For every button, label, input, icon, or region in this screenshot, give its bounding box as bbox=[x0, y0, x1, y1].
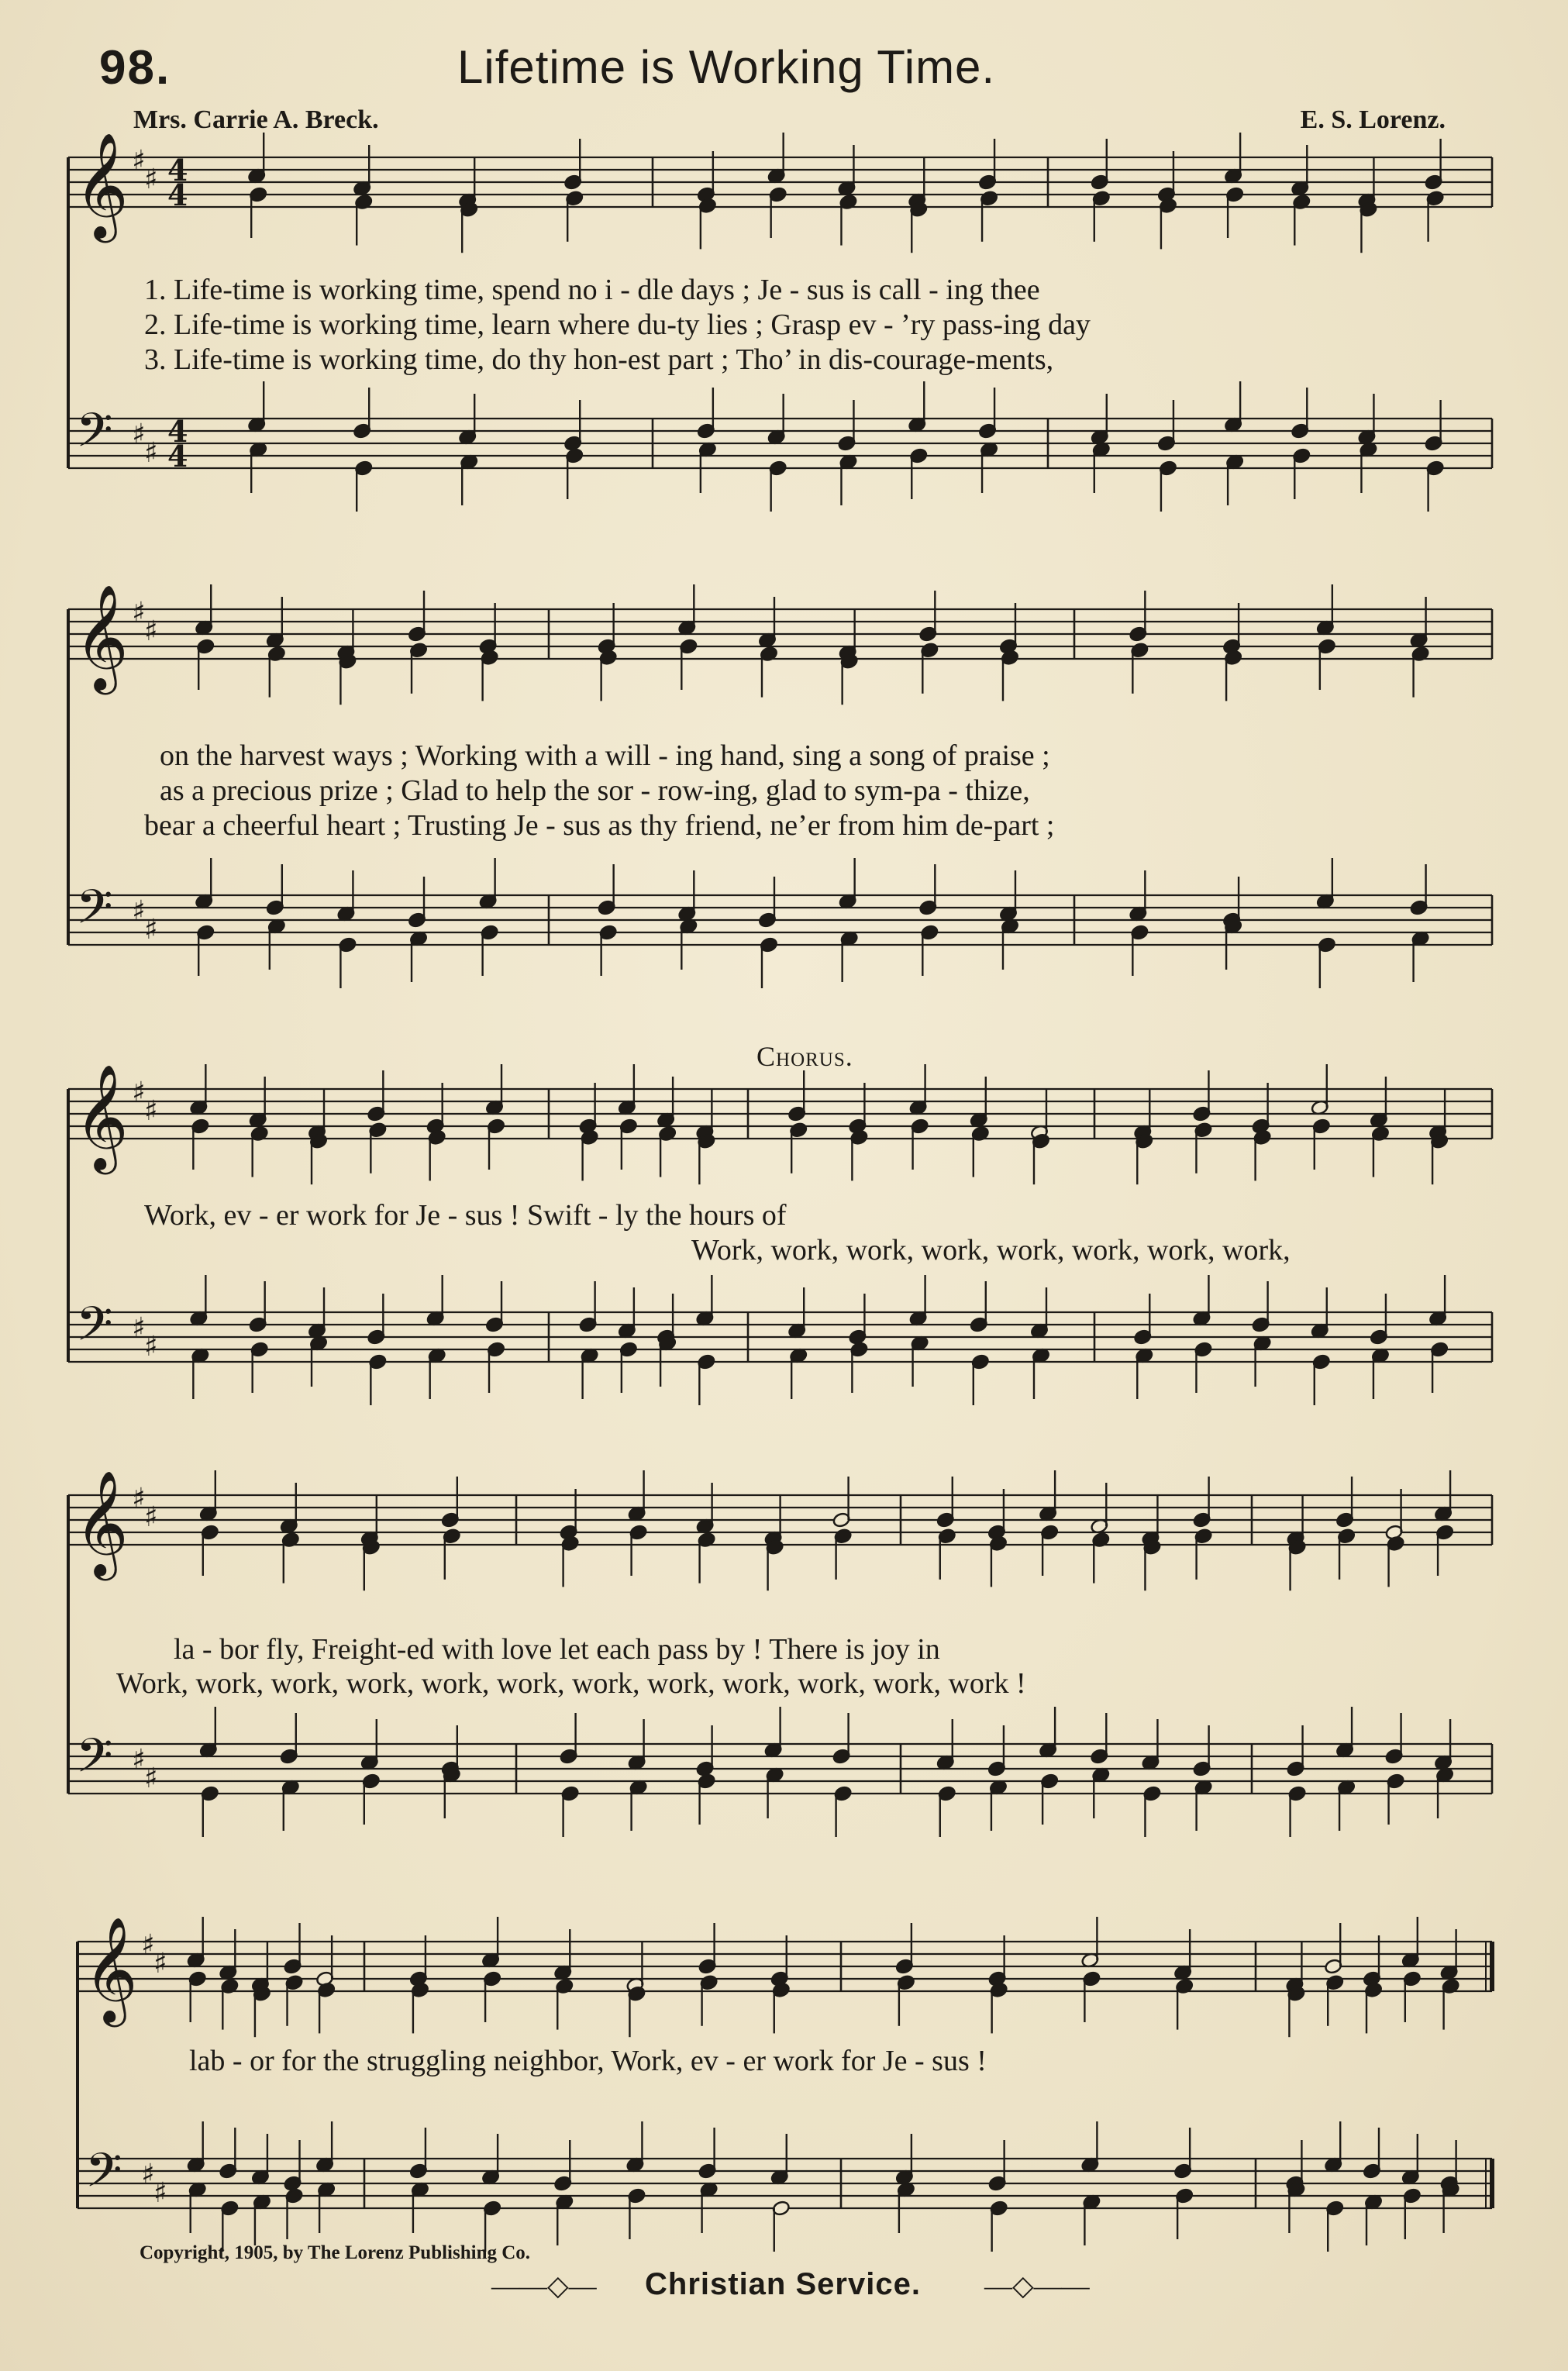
bass-clef-icon: 𝄢 bbox=[76, 1297, 113, 1363]
key-signature-sharp-icon: ♯ bbox=[132, 1483, 146, 1515]
key-signature-sharp-icon: ♯ bbox=[153, 1948, 167, 1980]
key-signature-sharp-icon: ♯ bbox=[144, 1095, 158, 1127]
verse-2-line-system-1: 2. Life-time is working time, learn where du-ty lies ; Grasp ev - ’ry pass-ing day bbox=[144, 308, 1091, 341]
key-signature-sharp-icon: ♯ bbox=[144, 914, 158, 946]
verse-1-line-system-2: on the harvest ways ; Working with a will - ing hand, sing a song of praise ; bbox=[160, 739, 1050, 772]
chorus-melody-system-4: la - bor fly, Freight-ed with love let each pass by ! There is joy in bbox=[174, 1633, 940, 1666]
treble-clef-icon: 𝄞 bbox=[74, 1469, 129, 1576]
key-signature-sharp-icon: ♯ bbox=[132, 1744, 146, 1776]
bass-clef-icon: 𝄢 bbox=[76, 880, 113, 946]
key-signature-sharp-icon: ♯ bbox=[144, 1331, 158, 1363]
bass-clef-icon: 𝄢 bbox=[76, 1728, 113, 1795]
chorus-echo-system-4: Work, work, work, work, work, work, work, work, work, work, work, work ! bbox=[116, 1667, 1026, 1700]
verse-3-line-system-2: bear a cheerful heart ; Trusting Je - sus as thy friend, ne’er from him de-part ; bbox=[144, 809, 1055, 842]
time-signature-bottom: 4 bbox=[167, 439, 188, 474]
key-signature-sharp-icon: ♯ bbox=[132, 1312, 146, 1344]
key-signature-sharp-icon: ♯ bbox=[141, 2159, 155, 2190]
ornament-right: —◇—— bbox=[984, 2270, 1090, 2301]
treble-clef-icon: 𝄞 bbox=[74, 1063, 129, 1170]
key-signature-sharp-icon: ♯ bbox=[153, 2177, 167, 2209]
time-signature-top: 4 bbox=[167, 414, 188, 449]
key-signature-sharp-icon: ♯ bbox=[132, 1077, 146, 1108]
time-signature-top: 4 bbox=[167, 153, 188, 188]
verse-3-line-system-1: 3. Life-time is working time, do thy hon-est part ; Tho’ in dis-courage-ments, bbox=[144, 343, 1054, 376]
hymn-number: 98. bbox=[99, 41, 171, 95]
key-signature-sharp-icon: ♯ bbox=[132, 597, 146, 629]
key-signature-sharp-icon: ♯ bbox=[144, 1763, 158, 1794]
key-signature-sharp-icon: ♯ bbox=[132, 895, 146, 927]
treble-clef-icon: 𝄞 bbox=[74, 583, 129, 690]
key-signature-sharp-icon: ♯ bbox=[144, 437, 158, 469]
key-signature-sharp-icon: ♯ bbox=[144, 164, 158, 195]
chorus-melody-system-5: lab - or for the struggling neighbor, Work, ev - er work for Je - sus ! bbox=[189, 2045, 987, 2077]
chorus-label: Chorus. bbox=[756, 1041, 853, 1072]
treble-clef-icon: 𝄞 bbox=[74, 131, 129, 238]
ornament-left: ——◇— bbox=[491, 2270, 597, 2301]
chorus-echo-system-3: Work, work, work, work, work, work, work, work, bbox=[691, 1234, 1291, 1266]
bass-clef-icon: 𝄢 bbox=[76, 403, 113, 470]
bass-clef-icon: 𝄢 bbox=[85, 2143, 122, 2210]
time-signature-bottom: 4 bbox=[167, 177, 188, 212]
key-signature-sharp-icon: ♯ bbox=[132, 145, 146, 177]
hymn-title: Lifetime is Working Time. bbox=[457, 41, 996, 93]
book-title: Christian Service. bbox=[645, 2267, 921, 2301]
treble-clef-icon: 𝄞 bbox=[84, 1915, 138, 2022]
lyricist-credit: Mrs. Carrie A. Breck. bbox=[133, 105, 379, 134]
copyright-notice: Copyright, 1905, by The Lorenz Publishing Co. bbox=[140, 2242, 531, 2263]
composer-credit: E. S. Lorenz. bbox=[1300, 105, 1446, 134]
key-signature-sharp-icon: ♯ bbox=[132, 419, 146, 450]
verse-1-line-system-1: 1. Life-time is working time, spend no i - dle days ; Je - sus is call - ing thee bbox=[144, 274, 1040, 306]
key-signature-sharp-icon: ♯ bbox=[144, 615, 158, 647]
chorus-melody-system-3: Work, ev - er work for Je - sus ! Swift - ly the hours of bbox=[144, 1199, 787, 1232]
verse-2-line-system-2: as a precious prize ; Glad to help the sor - row-ing, glad to sym-pa - thize, bbox=[160, 774, 1030, 807]
key-signature-sharp-icon: ♯ bbox=[144, 1501, 158, 1533]
key-signature-sharp-icon: ♯ bbox=[141, 1929, 155, 1961]
